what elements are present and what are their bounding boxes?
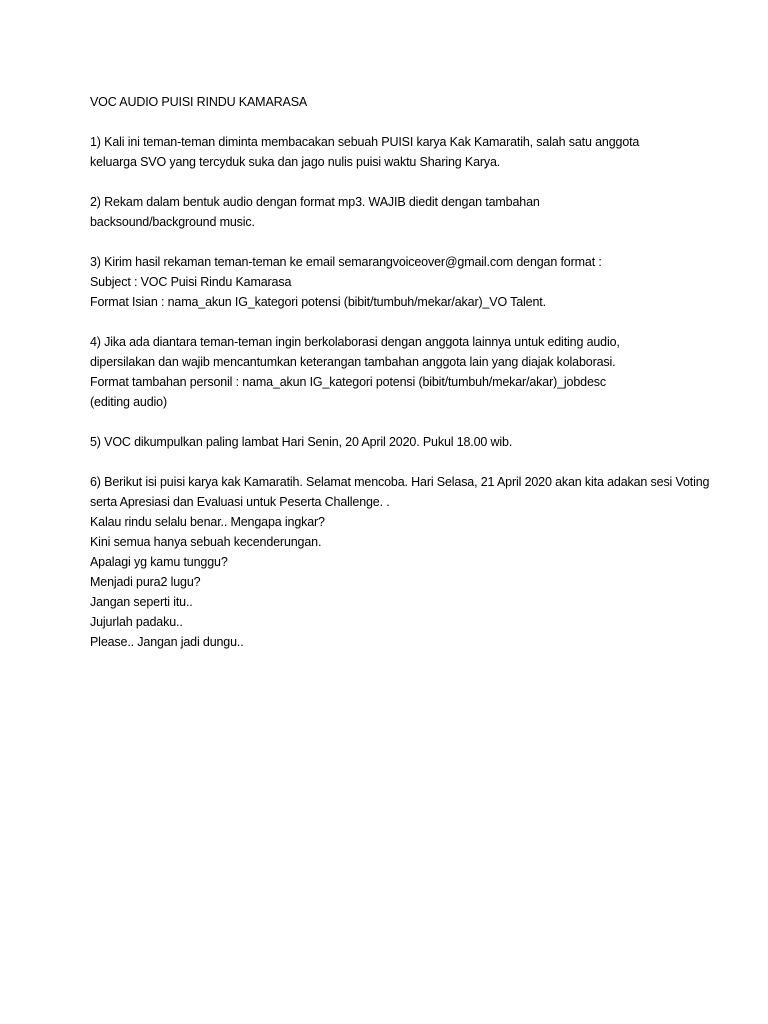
text-line: sesi Voting serta Apresiasi dan Evaluasi untuk Peserta Challenge.	[90, 475, 710, 509]
poem-line: Kalau rindu selalu benar.. Mengapa ingkar?	[90, 515, 325, 529]
text-line: 4) Jika ada diantara teman-teman ingin berkolaborasi dengan anggota lainnya untuk editing audio,	[90, 335, 620, 349]
instruction-1	[90, 132, 710, 172]
document-title: VOC AUDIO PUISI RINDU KAMARASA	[90, 95, 308, 109]
document-body	[90, 92, 710, 652]
poem-line: Jangan seperti itu..	[90, 595, 193, 609]
poem-line: Please.. Jangan jadi dungu..	[90, 635, 244, 649]
text-line: keluarga SVO yang tercyduk suka dan jago nulis puisi waktu Sharing Karya.	[90, 155, 501, 169]
text-line: (editing audio)	[90, 395, 167, 409]
text-line: dipersilakan dan wajib mencantumkan keterangan tambahan anggota lain yang diajak kolaborasi.	[90, 355, 616, 369]
instruction-2	[90, 192, 710, 232]
poem	[90, 512, 710, 652]
poem-line: Apalagi yg kamu tunggu?	[90, 555, 228, 569]
text-line: Format tambahan personil : nama_akun IG_kategori potensi (bibit/tumbuh/mekar/akar)_jobdesc	[90, 375, 606, 389]
text-line: 5) VOC dikumpulkan paling lambat Hari Senin, 20 April 2020. Pukul 18.00 wib.	[90, 435, 513, 449]
text-line: .	[386, 495, 390, 509]
instruction-5	[90, 432, 710, 452]
text-line: Subject : VOC Puisi Rindu Kamarasa	[90, 275, 292, 289]
text-line: 1) Kali ini teman-teman diminta membacakan sebuah PUISI karya Kak Kamaratih, salah satu anggota	[90, 135, 640, 149]
instruction-4	[90, 332, 710, 412]
text-line: backsound/background music.	[90, 215, 255, 229]
text-line: 2) Rekam dalam bentuk audio dengan format mp3. WAJIB diedit dengan tambahan	[90, 195, 540, 209]
poem-line: Jujurlah padaku..	[90, 615, 183, 629]
text-line: 6) Berikut isi puisi karya kak Kamaratih. Selamat mencoba. Hari Selasa, 21 April 2020 akan kita adakan	[90, 475, 648, 489]
instruction-6	[90, 472, 710, 512]
text-line: 3) Kirim hasil rekaman teman-teman ke email semarangvoiceover@gmail.com dengan format :	[90, 255, 602, 269]
poem-line: Menjadi pura2 lugu?	[90, 575, 201, 589]
text-line: Format Isian : nama_akun IG_kategori potensi (bibit/tumbuh/mekar/akar)_VO Talent.	[90, 295, 546, 309]
instruction-3	[90, 252, 710, 312]
poem-line: Kini semua hanya sebuah kecenderungan.	[90, 535, 322, 549]
